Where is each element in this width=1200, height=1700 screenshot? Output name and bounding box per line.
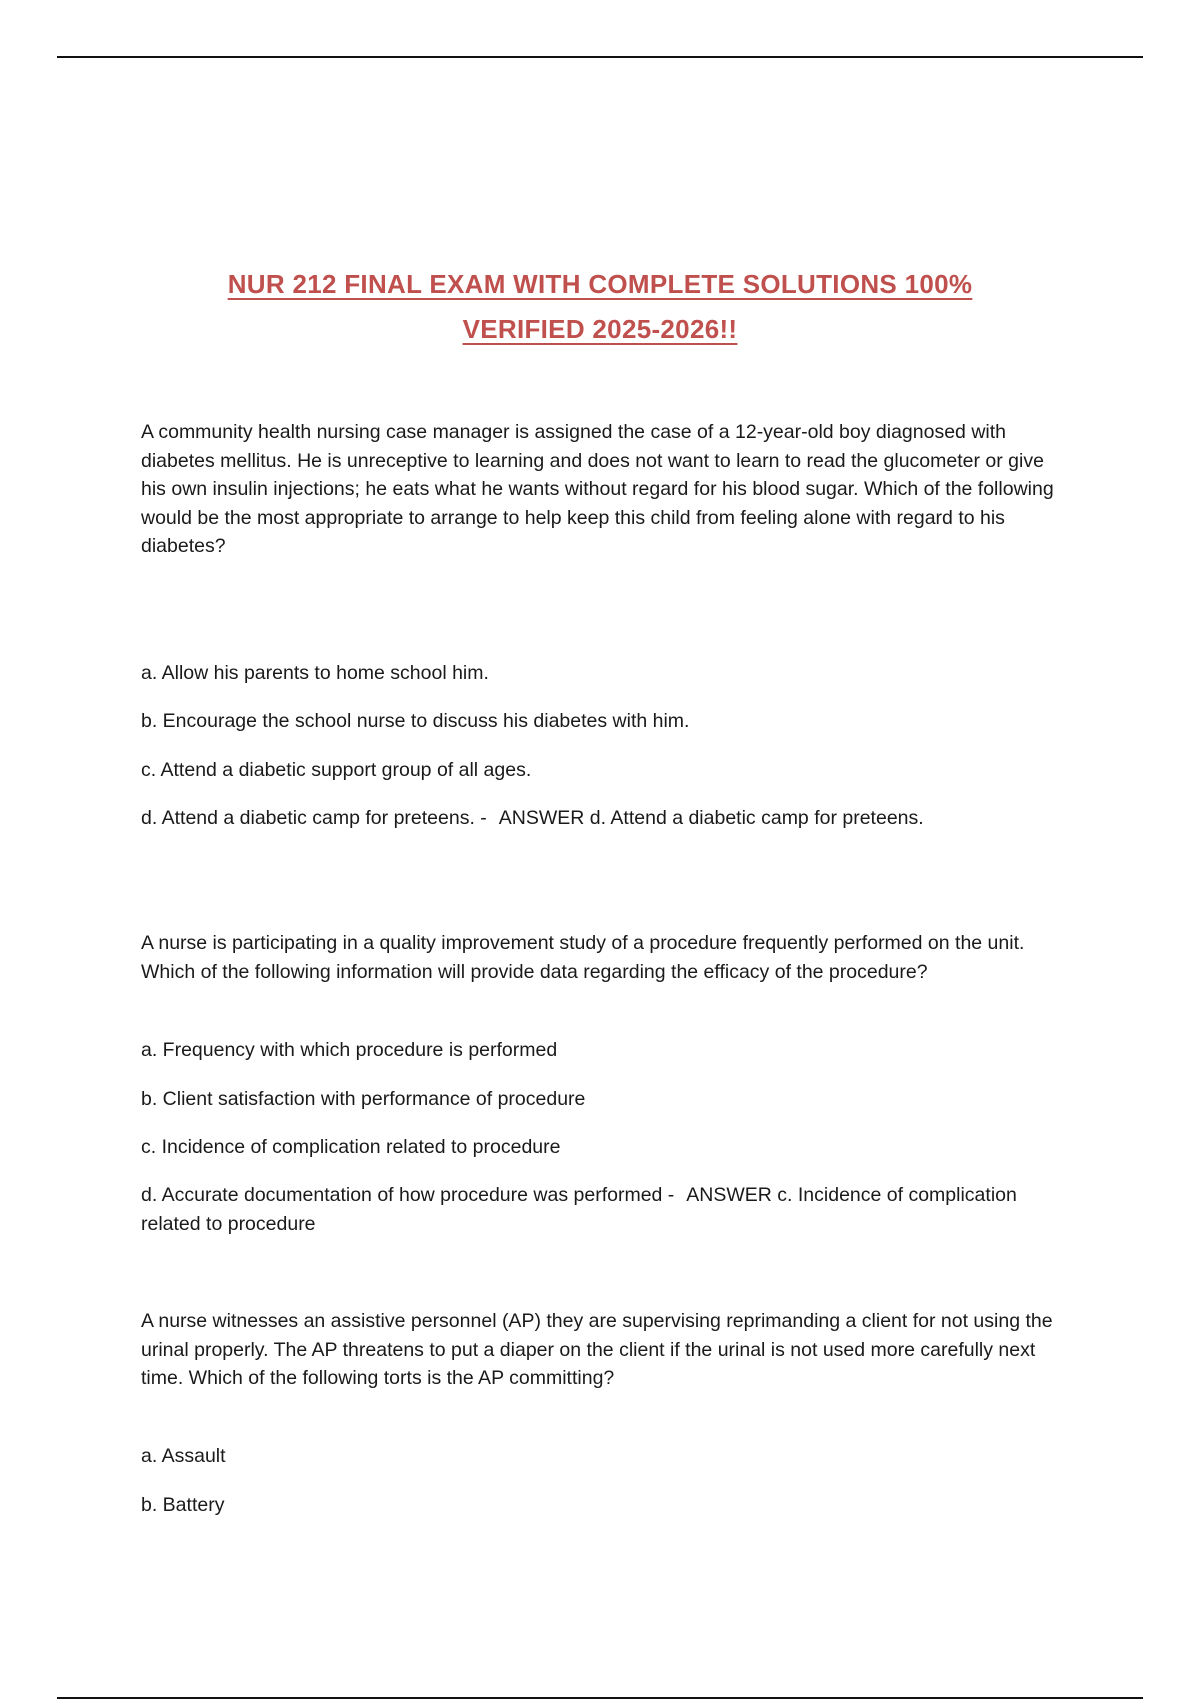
document-title xyxy=(100,262,1100,352)
question-2 xyxy=(141,929,1071,986)
question-3 xyxy=(141,1307,1071,1393)
question-stem: A community health nursing case manager is assigned the case of a 12-year-old boy diagnosed with diabetes mellitus. He is unreceptive to learning and does not want to learn to read the glucometer or give his own insulin injections; he eats what he wants without regard for his blood sugar. Which of the following would be the most appropriate to arrange to help keep this child from feeling alone with regard to his diabetes? xyxy=(141,421,1054,557)
option-b: b. Encourage the school nurse to discuss his diabetes with him. xyxy=(141,710,690,732)
option-a: a. Frequency with which procedure is performed xyxy=(141,1039,558,1061)
option-d-text: d. Attend a diabetic camp for preteens. - xyxy=(141,807,487,829)
option-b: b. Battery xyxy=(141,1494,225,1516)
question-2-option-b xyxy=(141,1085,1071,1114)
question-stem: A nurse witnesses an assistive personnel (AP) they are supervising reprimanding a client for not using the urinal properly. The AP threatens to put a diaper on the client if the urinal is not used more carefully next time. Which of the following torts is the AP committing? xyxy=(141,1310,1053,1389)
question-1-option-c xyxy=(141,756,1071,785)
option-d xyxy=(141,1181,1071,1238)
question-stem: A nurse is participating in a quality improvement study of a procedure frequently performed on the unit. Which of the following information will provide data regarding the efficacy of the procedure? xyxy=(141,932,1025,983)
question-2-option-a xyxy=(141,1036,1071,1065)
option-a: a. Allow his parents to home school him. xyxy=(141,662,489,684)
option-c: c. Attend a diabetic support group of all ages. xyxy=(141,759,532,781)
question-2-option-c xyxy=(141,1133,1071,1162)
option-a: a. Assault xyxy=(141,1445,226,1467)
question-1-option-d xyxy=(141,804,1071,833)
title-line-2: VERIFIED 2025-2026!! xyxy=(462,314,738,344)
answer-text: ANSWER d. Attend a diabetic camp for preteens. xyxy=(498,807,924,829)
option-d-text: d. Accurate documentation of how procedure was performed - xyxy=(141,1184,675,1206)
question-3-option-b xyxy=(141,1491,1071,1520)
question-2-option-d xyxy=(141,1181,1071,1238)
question-3-option-a xyxy=(141,1442,1071,1471)
answer-text: ANSWER c. Incidence of complication related to procedure xyxy=(141,1184,1017,1235)
option-c: c. Incidence of complication related to procedure xyxy=(141,1136,561,1158)
option-b: b. Client satisfaction with performance of procedure xyxy=(141,1088,586,1110)
top-rule xyxy=(57,56,1143,58)
title-line-1: NUR 212 FINAL EXAM WITH COMPLETE SOLUTIONS 100% xyxy=(227,269,973,299)
option-d xyxy=(141,804,1071,833)
question-1-option-b xyxy=(141,707,1071,736)
question-1 xyxy=(141,418,1071,561)
bottom-rule xyxy=(57,1697,1143,1699)
question-1-option-a xyxy=(141,659,1071,688)
